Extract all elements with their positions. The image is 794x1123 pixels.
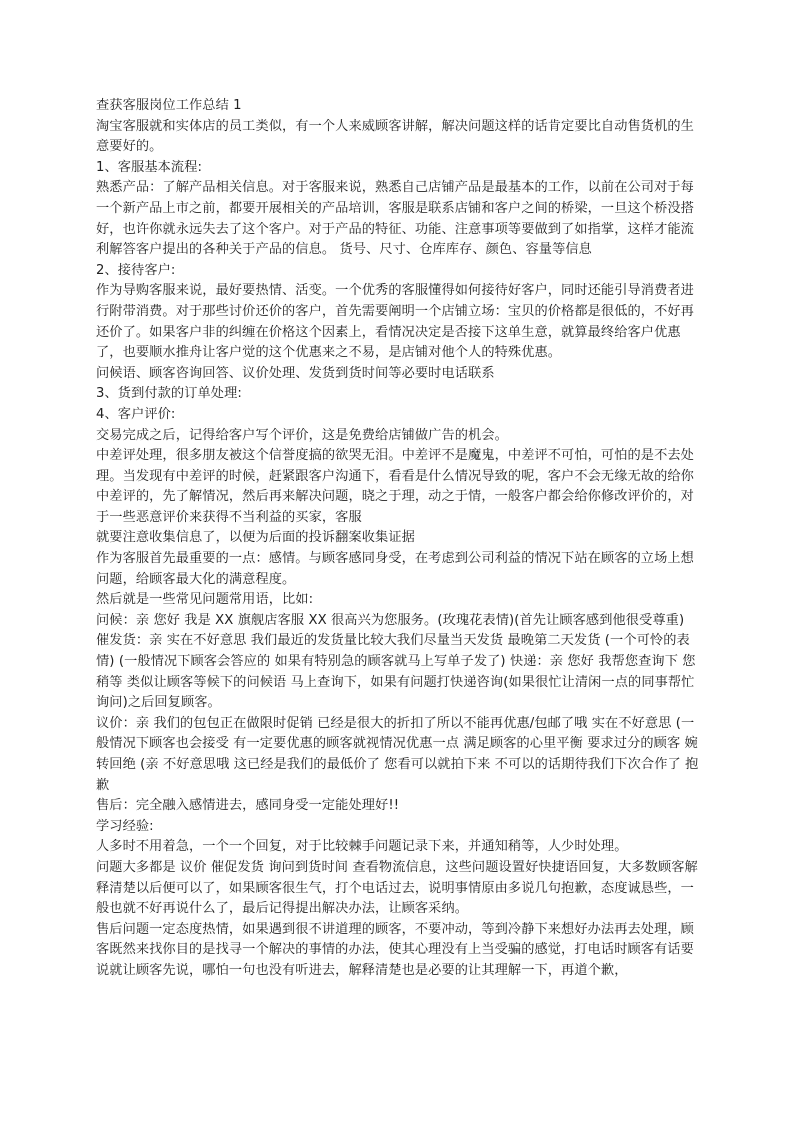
paragraph-intro: 淘宝客服就和实体店的员工类似，有一个人来威顾客讲解，解决问题这样的话肯定要比自动售货机的生意要好的。 (96, 118, 694, 155)
section-heading-1: 1、客服基本流程: (96, 159, 203, 175)
paragraph-empathy: 作为客服首先最重要的一点：感情。与顾客感同身受，在考虑到公司利益的情况下站在顾客的立场上想问题，给顾客最大化的满意程度。 (96, 551, 694, 587)
paragraph-product-knowledge: 熟悉产品：了解产品相关信息。对于客服来说，熟悉自己店铺产品是最基本的工作，以前在公司对于每一个新产品上市之前，都要开展相关的产品培训，客服是联系店铺和客户之间的桥梁，一旦这个桥没搭好，也许你就永远失去了这个客户。对于产品的特征、功能、注意事项等要做到了如指掌，这样才能流利解答客户提出的各种关于产品的信息。 货号、尺寸、仓库库存、颜色、容量等信息 (96, 180, 694, 258)
paragraph-common-questions: 问题大多都是 议价 催促发货 询问到货时间 查看物流信息，这些问题设置好快捷语回复，大多数顾客解释清楚以后便可以了，如果顾客很生气，打个电话过去，说明事情原由多说几句抱歉，态度诚恳些，一般也就不好再说什么了，最后记得提出解决办法，让顾客采纳。 (96, 859, 698, 917)
paragraph-review: 交易完成之后，记得给客户写个评价，这是免费给店铺做广告的机会。 (96, 427, 508, 443)
paragraph-greeting: 问候：亲 您好 我是 XX 旗舰店客服 XX 很高兴为您服务。(玫瑰花表情)(首先让顾客感到他很受尊重) (96, 612, 685, 628)
paragraph-greeting-list: 问候语、顾客咨询回答、议价处理、发货到货时间等必要时电话联系 (96, 365, 495, 381)
section-heading-4: 4、客户评价: (96, 406, 176, 422)
doc-title: 查获客服岗位工作总结 1 (96, 98, 242, 113)
paragraph-reception: 作为导购客服来说，最好要热情、活变。一个优秀的客服懂得如何接待好客户，同时还能引导消费者进行附带消费。对于那些讨价还价的客户，首先需要阐明一个店铺立场：宝贝的价格都是很低的，不好再还价了。如果客户非的纠缠在价格这个因素上，看情况决定是否接下这单生意，就算最终给客户优惠了，也要顺水推舟让客户觉的这个优惠来之不易，是店铺对他个人的特殊优惠。 (96, 283, 694, 361)
paragraph-experience-heading: 学习经验: (96, 818, 154, 834)
paragraph-after-sales-attitude: 售后问题一定态度热情，如果遇到很不讲道理的顾客，不要冲动，等到冷静下来想好办法再去处理，顾客既然来找你目的是找寻一个解决的事情的办法，使其心理没有上当受骗的感觉，打电话时顾客有话要说就让顾客先说，哪怕一句也没有听进去，解释清楚也是必要的让其理解一下，再道个歉， (96, 921, 694, 978)
document-body (96, 96, 700, 982)
paragraph-after-sales: 售后：完全融入感情进去，感同身受一定能处理好!! (96, 798, 400, 814)
paragraph-urge-shipping: 催发货：亲 实在不好意思 我们最近的发货量比较大我们尽量当天发货 最晚第二天发货 (一个可怜的表情) (一般情况下顾客会答应的 如果有特别急的顾客就马上写单子发了) 快递：亲 您好 我帮您查询下 您稍等 类似让顾客等候下的问候语 马上查询下，如果有问题打快递咨询(如果很忙让清闲一点的同事帮忙询问)之后回复顾客。 (96, 633, 696, 711)
paragraph-negative-review: 中差评处理，很多朋友被这个信誉度搞的欲哭无泪。中差评不是魔鬼，中差评不可怕，可怕的是不去处理。当发现有中差评的时候，赶紧跟客户沟通下，看看是什么情况导致的呢，客户不会无缘无故的给你中差评的，先了解情况，然后再来解决问题，晓之于理，动之于情，一般客户都会给你修改评价的，对于一些恶意评价来获得不当利益的买家，客服 (96, 448, 694, 525)
paragraph-phrases-intro: 然后就是一些常见问题常用语，比如: (96, 592, 314, 608)
section-heading-3: 3、货到付款的订单处理: (96, 386, 242, 402)
section-heading-2: 2、接待客户: (96, 262, 176, 278)
paragraph-evidence: 就要注意收集信息了，以便为后面的投诉翻案收集证据 (96, 530, 415, 546)
paragraph-busy-tips: 人多时不用着急，一个一个回复，对于比较棘手问题记录下来，并通知稍等，人少时处理。 (96, 839, 628, 855)
paragraph-bargain: 议价：亲 我们的包包正在做限时促销 已经是很大的折扣了所以不能再优惠/包邮了哦 实在不好意思 (一般情况下顾客也会接受 有一定要优惠的顾客就视情况优惠一点 满足顾客的心里平衡 要求过分的顾客 婉转回绝 (亲 不好意思哦 这已经是我们的最低价了 您看可以就拍下来 不可以的话期待我们下次合作了 抱歉 (96, 715, 699, 793)
